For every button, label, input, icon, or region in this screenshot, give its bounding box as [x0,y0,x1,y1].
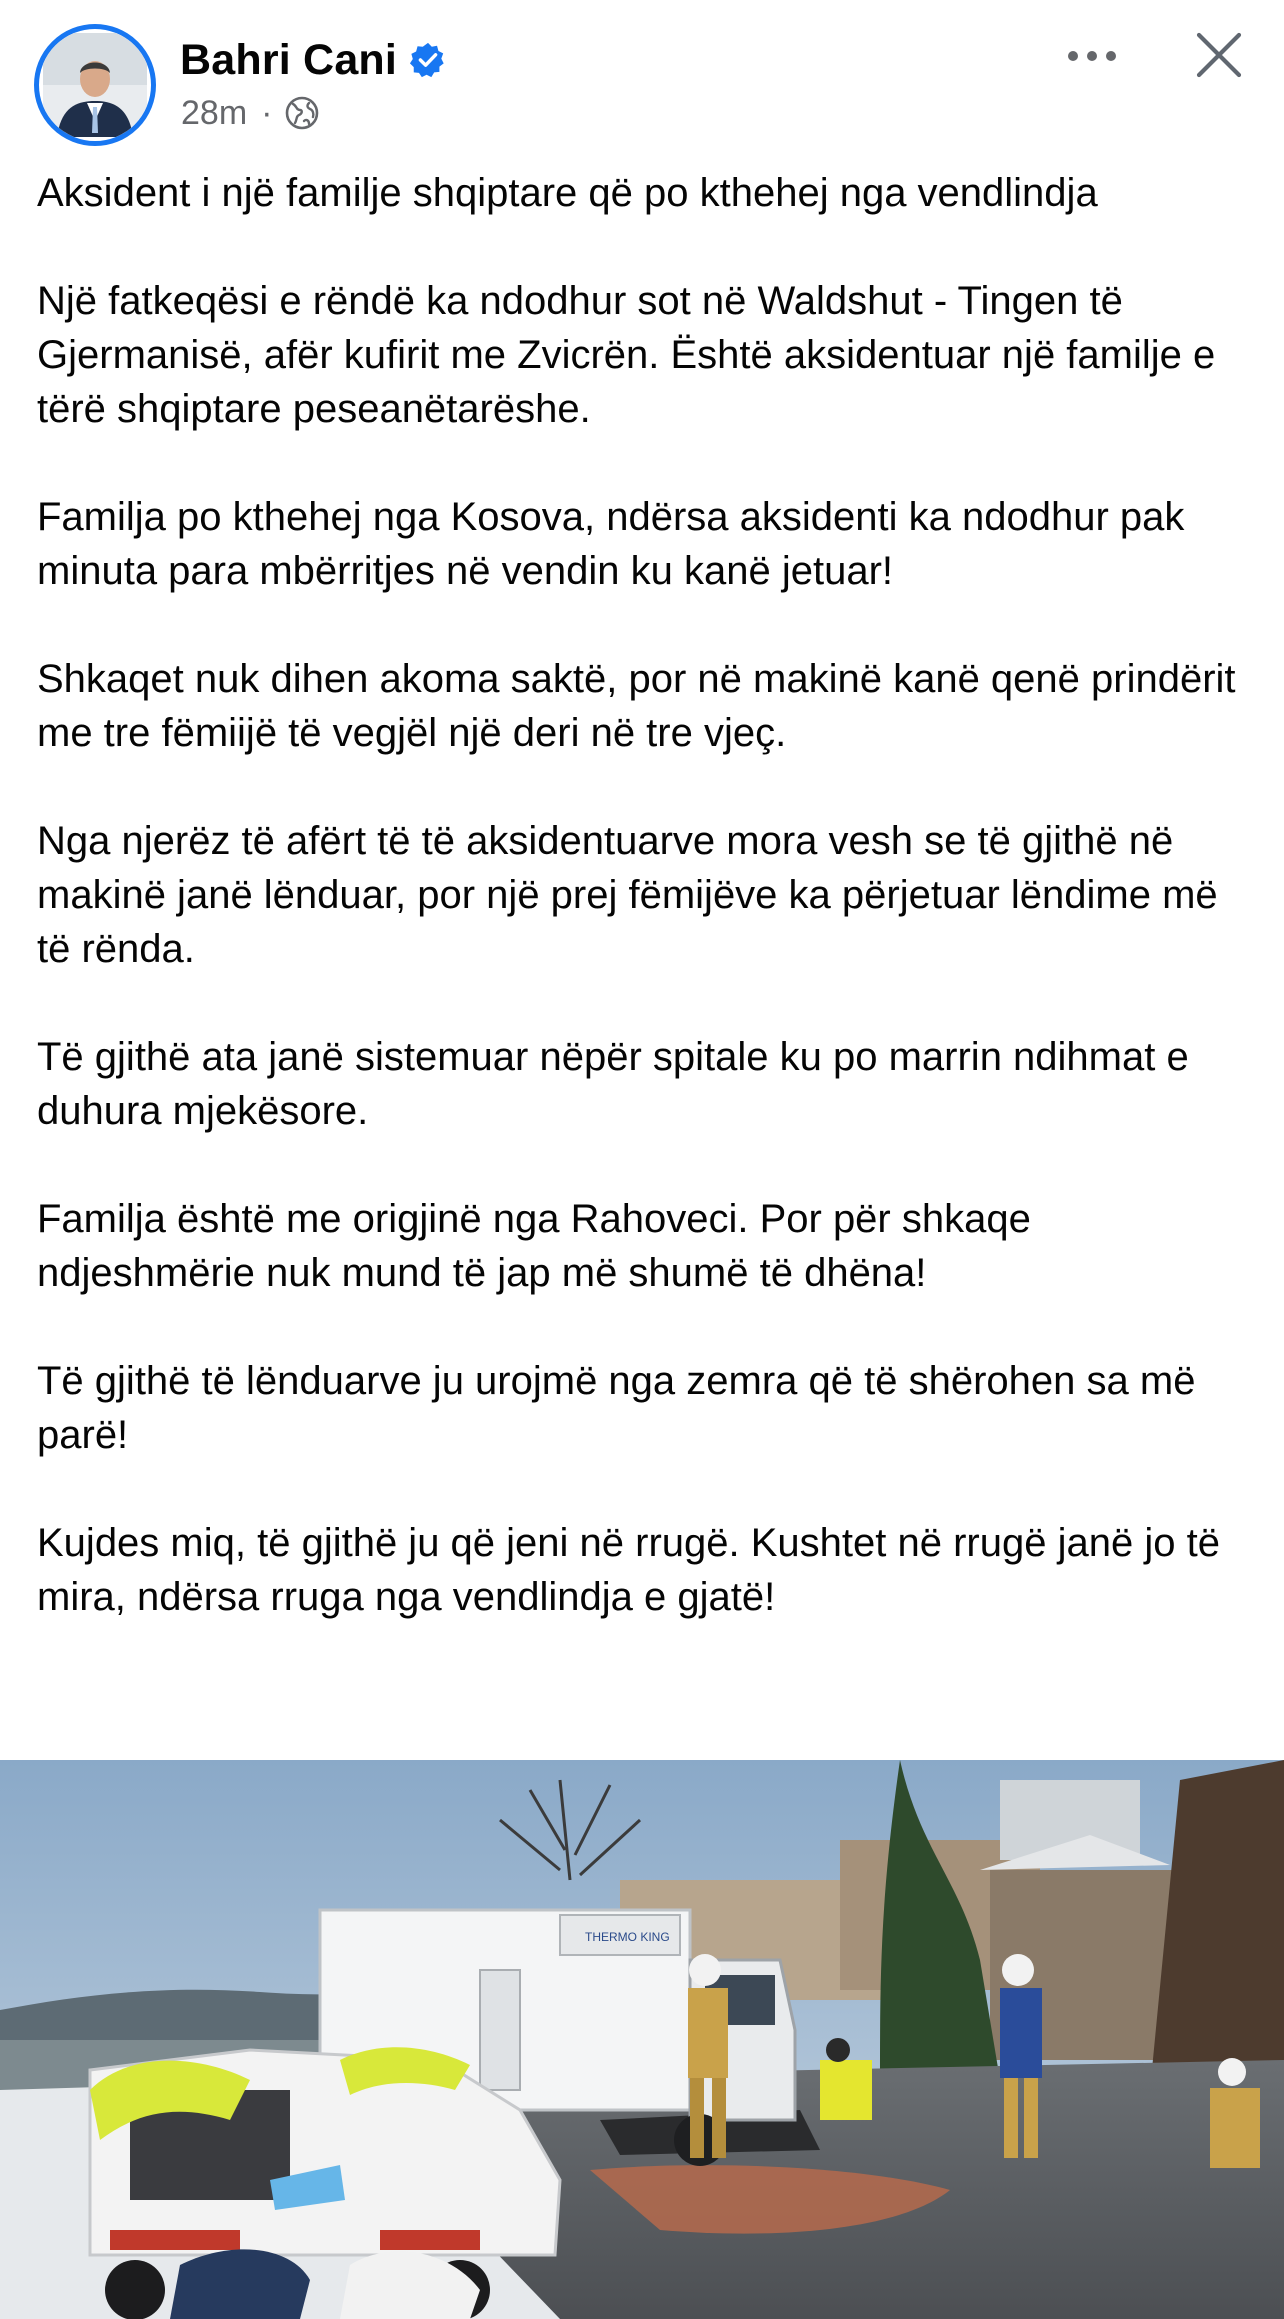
post-photo[interactable] [0,1760,1284,2319]
profile-photo [43,33,147,137]
post-paragraph: Një fatkeqësi e rëndë ka ndodhur sot në Waldshut - Tingen të Gjermanisë, afër kufirit me Zvicrën. Është aksidentuar një familje e tërë shqiptare peseanëtarëshe. [37,279,1216,431]
post-paragraph: Aksident i një familje shqiptare që po kthehej nga vendlindja [37,171,1098,215]
post-paragraph: Nga njerëz të afërt të të aksidentuarve mora vesh se të gjithë në makinë janë lënduar, por një prej fëmijëve ka përjetuar lëndime më të rënda. [37,819,1218,971]
avatar[interactable] [34,24,156,146]
post-body [37,166,1257,1624]
verified-badge-icon [409,41,447,79]
close-icon [1196,32,1242,78]
truck-brand-text: THERMO KING [585,1930,670,1944]
post-paragraph: Kujdes miq, të gjithë ju që jeni në rrugë. Kushtet në rrugë janë jo të mira, ndërsa rruga nga vendlindja e gjatë! [37,1521,1220,1619]
post-paragraph: Të gjithë të lënduarve ju urojmë nga zemra që të shërohen sa më parë! [37,1359,1196,1457]
post-paragraph: Familja është me origjinë nga Rahoveci. Por për shkaqe ndjeshmërie nuk mund të jap më shumë të dhëna! [37,1197,1031,1295]
more-options-icon [1067,50,1117,62]
post-paragraph: Familja po kthehej nga Kosova, ndërsa aksidenti ka ndodhur pak minuta para mbërritjes në vendin ku kanë jetuar! [37,495,1185,593]
post-timestamp[interactable]: 28m [181,93,248,132]
author-name[interactable]: Bahri Cani [180,35,398,84]
author-row [180,32,447,88]
close-button[interactable] [1182,22,1256,88]
more-options-button[interactable] [1052,28,1132,84]
meta-separator: · [261,93,273,132]
post-paragraph: Shkaqet nuk dihen akoma saktë, por në makinë kanë qenë prindërit me tre fëmiijë të vegjël një deri në tre vjeç. [37,657,1236,755]
accident-scene-image [0,1760,1284,2319]
post-header [0,0,1284,160]
post-meta [181,90,320,136]
globe-icon [284,95,320,131]
post-paragraph: Të gjithë ata janë sistemuar nëpër spitale ku po marrin ndihmat e duhura mjekësore. [37,1035,1189,1133]
